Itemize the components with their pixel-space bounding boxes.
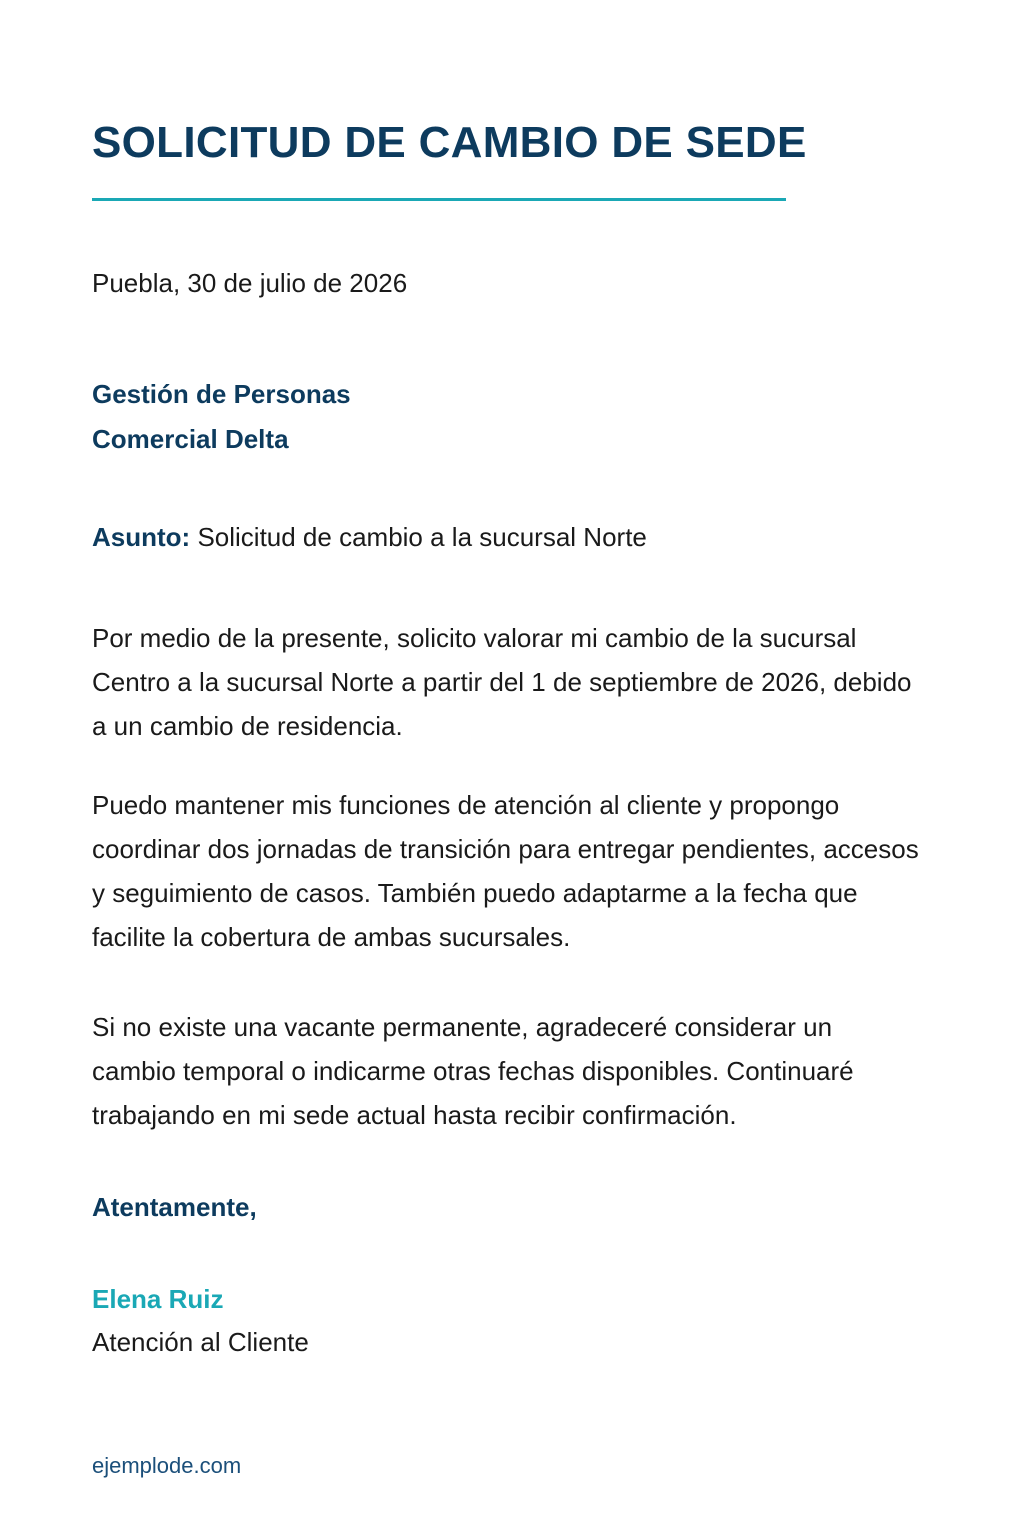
subject-line — [92, 522, 647, 553]
body-paragraph-3: Si no existe una vacante permanente, agradeceré considerar un cambio temporal o indicarme otras fechas disponibles. Continuaré trabajando en mi sede actual hasta recibir confirmación. — [92, 1012, 854, 1130]
body-paragraph-1: Por medio de la presente, solicito valorar mi cambio de la sucursal Centro a la sucursal Norte a partir del 1 de septiembre de 2026, debido a un cambio de residencia. — [92, 623, 912, 741]
signer-name: Elena Ruiz — [92, 1284, 224, 1314]
subject-text: Solicitud de cambio a la sucursal Norte — [197, 522, 647, 552]
title-underline — [92, 198, 786, 201]
body-paragraph-2: Puedo mantener mis funciones de atención al cliente y propongo coordinar dos jornadas de transición para entregar pendientes, accesos y seguimiento de casos. También puedo adaptarme a la fecha que facilite la cobertura de ambas sucursales. — [92, 790, 919, 952]
footer-website[interactable]: ejemplode.com — [92, 1453, 242, 1478]
subject-label: Asunto: — [92, 522, 191, 552]
date-line: Puebla, 30 de julio de 2026 — [92, 268, 408, 298]
recipient-company: Comercial Delta — [92, 424, 289, 454]
recipient-department: Gestión de Personas — [92, 379, 351, 409]
closing-salutation: Atentamente, — [92, 1192, 257, 1222]
signer-role: Atención al Cliente — [92, 1327, 309, 1357]
recipient-block — [92, 372, 351, 462]
document-title: SOLICITUD DE CAMBIO DE SEDE — [92, 118, 807, 167]
